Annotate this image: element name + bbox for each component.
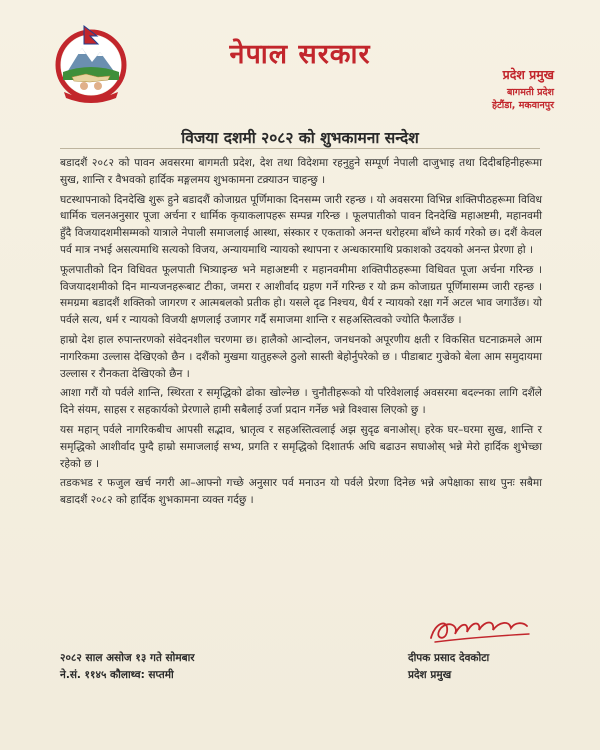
signer-title: प्रदेश प्रमुख bbox=[408, 669, 452, 681]
letter-heading: विजया दशमी २०८२ को शुभकामना सन्देश bbox=[181, 129, 419, 147]
signer-block bbox=[408, 650, 489, 684]
signer-name: दीपक प्रसाद देवकोटा bbox=[408, 652, 490, 664]
handwritten-signature-icon bbox=[425, 608, 535, 650]
letter-body bbox=[60, 155, 542, 512]
paragraph-6: यस महान् पर्वले नागरिकबीच आपसी सद्भाव, भ्रातृत्व र सहअस्तित्वलाई अझ सुदृढ बनाओस्। हरेक घर–घरमा सुख, शान्ति र समृद्धिको आशीर्वाद पुग्दै हाम्रो समाजलाई सभ्य, प्रगति र समृद्धिको दिशातर्फ अघि बढाउन सघाओस् भन्ने मेरो हार्दिक शुभेच्छा रहेको छ । bbox=[60, 423, 542, 470]
office-location: हेटौंडा, मकवानपुर bbox=[491, 100, 554, 111]
paragraph-5: आशा गरौं यो पर्वले शान्ति, स्थिरता र समृद्धिको ढोका खोल्नेछ । चुनौतीहरूको यो परिवेशलाई अवसरमा बदल्नका लागि दशैंले दिने संयम, साहस र सहकार्यको प्रेरणाले हामी सबैलाई उर्जा प्रदान गर्नेछ भन्ने विश्वास लिएको छु । bbox=[60, 387, 542, 417]
heading-divider bbox=[60, 148, 540, 149]
paragraph-7: तडकभड र फजुल खर्च नगरी आ–आफ्नो गच्छे अनुसार पर्व मनाउन यो पर्वले प्रेरणा दिनेछ भन्ने अपेक्षाका साथ पुनः सबैमा बडादशैं २०८२ को हार्दिक शुभकामना व्यक्त गर्दछु । bbox=[60, 477, 542, 507]
date-line-ns: ने.सं. ११४५ कौलाथ्व: सप्तमी bbox=[60, 669, 174, 681]
paragraph-2: घटस्थापनाको दिनदेखि शुरू हुने बडादशैं कोजाग्रत पूर्णिमाका दिनसम्म जारी रहन्छ । यो अवसरमा विभिन्न शक्तिपीठहरूमा विविध धार्मिक चलनअनुसार पूजा अर्चना र धार्मिक कृयाकलापहरू सम्पन्न गरिन्छ । फूलपातीको पावन दिनदेखि महाअष्टमी, महानवमी हुँदै विजयादशमीसम्मको यात्राले नेपाली समाजलाई आस्था, संस्कार र एकताको अनन्त धरोहरमा बाँध्ने कार्य गरेको छ। दशैं केवल पर्व मात्र नभई असत्यमाथि सत्यको विजय, अन्यायमाथि न्यायको स्थापना र अन्धकारमाथि प्रकाशको उदयको अनन्त प्रेरणा हो । bbox=[60, 193, 542, 256]
office-province: बागमती प्रदेश bbox=[506, 87, 554, 98]
date-block bbox=[60, 650, 195, 684]
paragraph-3: फूलपातीको दिन विधिवत फूलपाती भित्र्याइन्छ भने महाअष्टमी र महानवमीमा शक्तिपीठहरूमा विधिवत पूजा अर्चना गरिन्छ । विजयादशमीको दिन मान्यजनहरूबाट टीका, जमरा र आशीर्वाद ग्रहण गर्ने गरिन्छ र यो क्रम कोजाग्रत पूर्णिमासम्म जारी रहन्छ । समग्रमा बडादशैं शक्तिको जागरण र आत्मबलको प्रतीक हो। यसले दृढ निश्चय, धैर्य र न्यायको रक्षा गर्ने अटल भाव जगाउँछ। यो पर्वले सत्य, धर्म र न्यायको विजयी क्षणलाई उजागर गर्दै समाजमा शान्ति र सहअस्तित्वको ज्योति फैलाउँछ । bbox=[60, 263, 542, 327]
office-title: प्रदेश प्रमुख bbox=[502, 67, 554, 82]
paragraph-4: हाम्रो देश हाल रुपान्तरणको संवेदनशील चरणमा छ। हालैको आन्दोलन, जनधनको अपूरणीय क्षती र विकसित घटनाक्रमले आम नागरिकमा उल्लास देखिएको छैन । दशैंको मुखमा यातुहरूले ठुलो सास्ती बेहोर्नुपरेको छ । पीडाबाट गुज्रेको बेला आम समुदायमा उल्लास र रौनकता देखिएको छैन । bbox=[60, 333, 542, 380]
office-block bbox=[492, 66, 554, 111]
government-title: नेपाल सरकार bbox=[229, 39, 371, 70]
date-line-bs: २०८२ साल असोज १३ गते सोमबार bbox=[60, 652, 195, 664]
paragraph-1: बडादशैं २०८२ को पावन अवसरमा बागमती प्रदेश, देश तथा विदेशमा रहनुहुने सम्पूर्ण नेपाली दाजुभाइ तथा दिदीबहिनीहरूमा सुख, शान्ति र वैभवको हार्दिक मङ्गलमय शुभकामना टक्र्याउन चाहन्छु । bbox=[60, 157, 542, 186]
